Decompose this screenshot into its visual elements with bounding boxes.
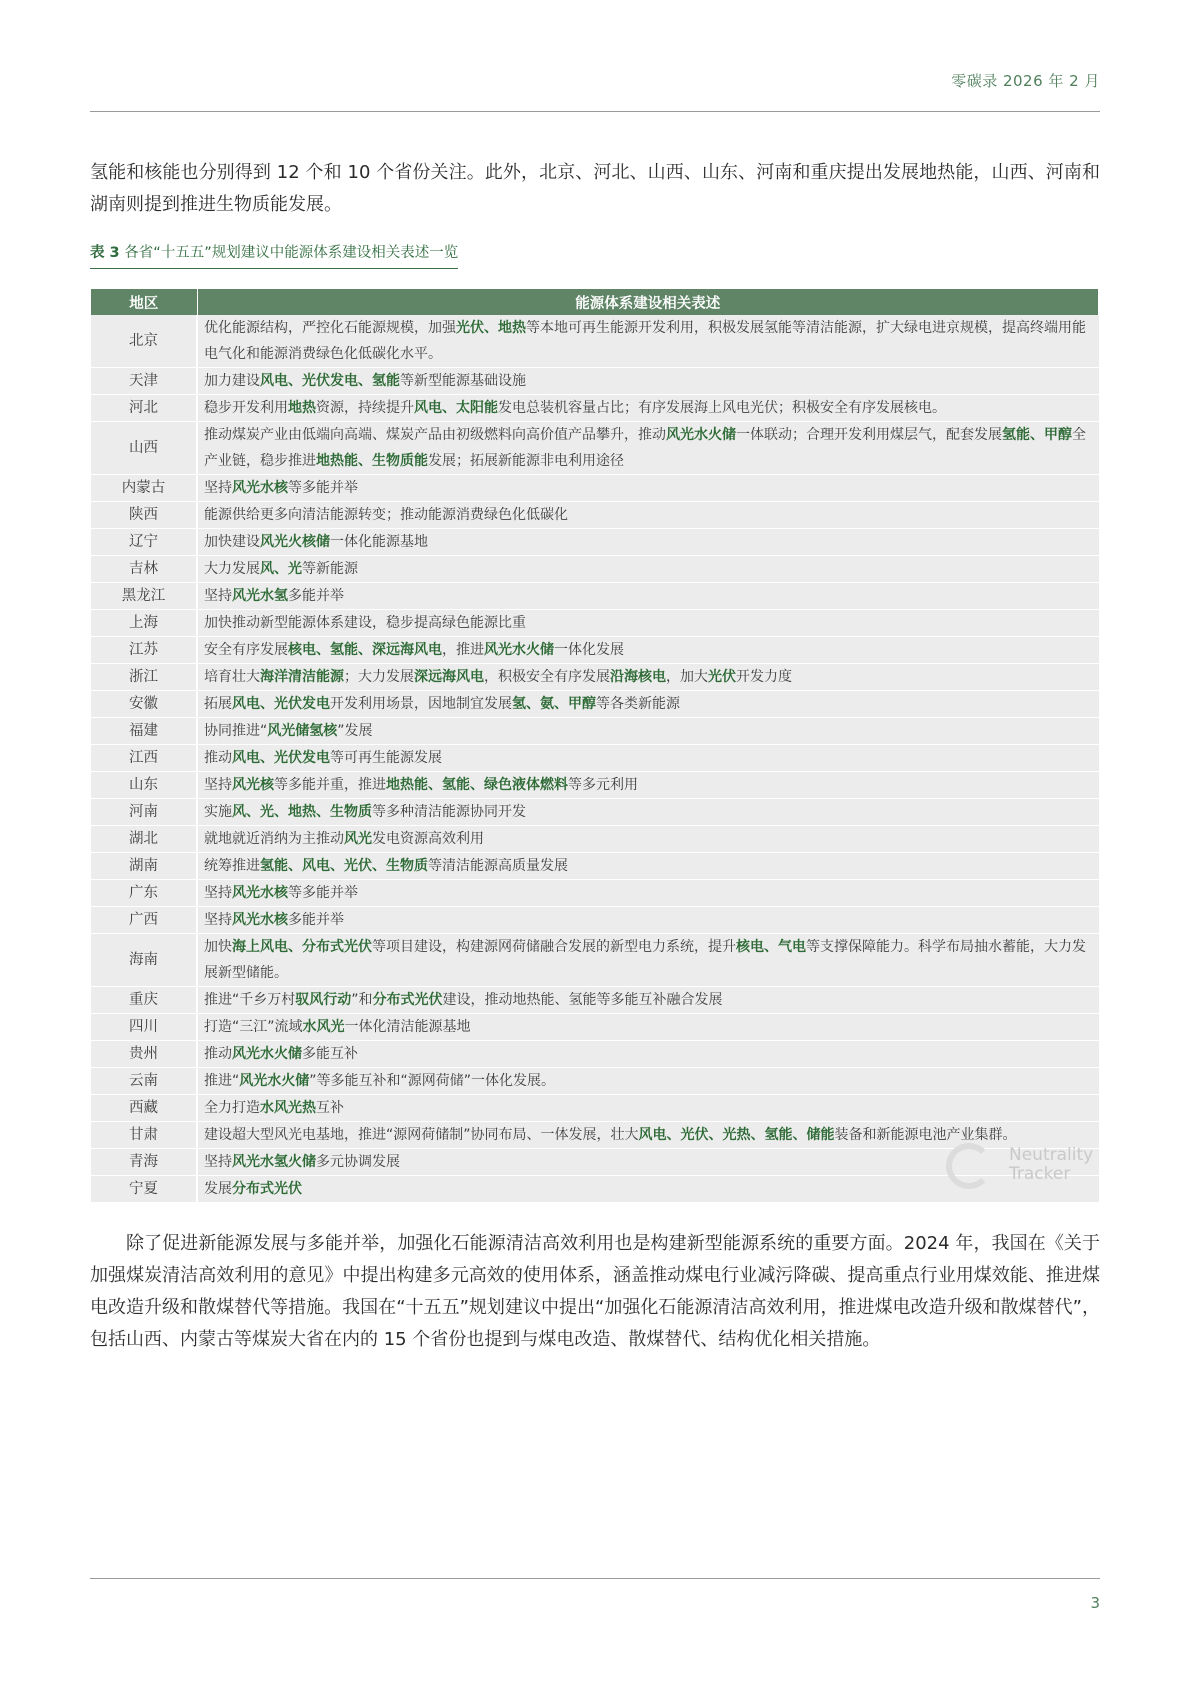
table-row xyxy=(91,826,1099,853)
region-cell: 湖南 xyxy=(91,853,197,880)
region-cell: 云南 xyxy=(91,1068,197,1095)
table-row xyxy=(91,502,1099,529)
description-text: 等本地可再生能源开发利用，积极发展氢能等清洁能源，扩大绿电进京规模，提高终端用能电气化和能源消费绿色化低碳化水平。 xyxy=(204,320,1086,362)
description-text: 全产业链，稳步推进 xyxy=(204,427,1086,469)
description-text: 全力打造 xyxy=(204,1100,260,1116)
description-cell xyxy=(197,422,1099,475)
description-text: 加快推动新型能源体系建设，稳步提高绿色能源比重 xyxy=(204,615,526,631)
highlight-term: 水风光 xyxy=(302,1019,345,1035)
table-row xyxy=(91,395,1099,422)
description-cell xyxy=(197,502,1099,529)
region-cell: 内蒙古 xyxy=(91,475,197,502)
description-text: 一体化清洁能源基地 xyxy=(344,1019,471,1035)
highlight-term: 氢能、甲醇 xyxy=(1002,427,1072,443)
highlight-term: 地热能、氢能、绿色液体燃料 xyxy=(386,777,568,793)
description-cell xyxy=(197,1014,1099,1041)
region-cell: 四川 xyxy=(91,1014,197,1041)
table-row xyxy=(91,315,1099,368)
description-text: 协同推进“ xyxy=(204,723,268,739)
description-text: 等新型能源基础设施 xyxy=(400,373,526,389)
table-row xyxy=(91,1041,1099,1068)
description-cell xyxy=(197,907,1099,934)
region-cell: 北京 xyxy=(91,315,197,368)
body-paragraph: 除了促进新能源发展与多能并举，加强化石能源清洁高效利用也是构建新型能源系统的重要方面。2024 年，我国在《关于加强煤炭清洁高效利用的意见》中提出构建多元高效的使用体系，涵盖推动煤电行业减污降碳、提高重点行业用煤效能、推进煤电改造升级和散煤替代等措施。我国在“十五五”规划建议中提出“加强化石能源清洁高效利用，推进煤电改造升级和散煤替代”，包括山西、内蒙古等煤炭大省在内的 15 个省份也提到与煤电改造、散煤替代、结构优化相关措施。 xyxy=(90,1233,1100,1350)
highlight-term: 风光水核 xyxy=(232,912,288,928)
description-text: 等多能并重，推进 xyxy=(274,777,386,793)
table-row xyxy=(91,799,1099,826)
description-text: 坚持 xyxy=(204,777,232,793)
highlight-term: 风光水火储 xyxy=(666,427,736,443)
region-cell: 西藏 xyxy=(91,1095,197,1122)
highlight-term: 驭风行动 xyxy=(295,992,352,1008)
description-text: 多元协调发展 xyxy=(316,1154,400,1170)
highlight-term: 风光核 xyxy=(232,777,274,793)
highlight-term: 海上风电、分布式光伏 xyxy=(232,939,372,955)
highlight-term: 风光水火储 xyxy=(232,1046,302,1062)
description-cell xyxy=(197,880,1099,907)
description-text: 一体化发展 xyxy=(554,642,624,658)
description-cell xyxy=(197,718,1099,745)
highlight-term: 风、光 xyxy=(260,561,302,577)
description-text: 加力建设 xyxy=(204,373,260,389)
description-cell xyxy=(197,987,1099,1014)
region-cell: 天津 xyxy=(91,368,197,395)
description-text: 建设超大型风光电基地，推进“源网荷储制”协同布局、一体发展，壮大 xyxy=(204,1127,639,1143)
highlight-term: 分布式光伏 xyxy=(232,1181,302,1197)
table-row xyxy=(91,745,1099,772)
table-row xyxy=(91,1068,1099,1095)
highlight-term: 风光储氢核 xyxy=(267,723,338,739)
description-text: 坚持 xyxy=(204,588,232,604)
table-row xyxy=(91,422,1099,475)
highlight-term: 光伏 xyxy=(708,669,736,685)
highlight-term: 风电、光伏发电 xyxy=(232,750,330,766)
highlight-term: 水风光热 xyxy=(260,1100,316,1116)
highlight-term: 风光水氢火储 xyxy=(232,1154,316,1170)
table-body xyxy=(91,315,1099,1203)
region-cell: 广西 xyxy=(91,907,197,934)
table-caption-label: 表 3 xyxy=(90,245,120,261)
description-text: 坚持 xyxy=(204,1154,232,1170)
description-text: ，加大 xyxy=(666,669,708,685)
description-cell xyxy=(197,799,1099,826)
region-cell: 甘肃 xyxy=(91,1122,197,1149)
highlight-term: 核电、气电 xyxy=(736,939,806,955)
table-row xyxy=(91,772,1099,799)
region-cell: 河北 xyxy=(91,395,197,422)
description-text: ”发展 xyxy=(337,723,373,739)
description-text: ，推进 xyxy=(442,642,484,658)
region-cell: 山东 xyxy=(91,772,197,799)
table-row xyxy=(91,1014,1099,1041)
description-text: ”和 xyxy=(351,992,373,1008)
description-cell xyxy=(197,664,1099,691)
watermark-line2: Tracker xyxy=(1009,1164,1071,1184)
description-text: 多能互补 xyxy=(302,1046,358,1062)
table-row xyxy=(91,934,1099,987)
description-cell xyxy=(197,1068,1099,1095)
header-divider xyxy=(90,111,1100,112)
description-text: 一体联动；合理开发利用煤层气，配套发展 xyxy=(736,427,1002,443)
highlight-term: 风光水火储 xyxy=(484,642,554,658)
description-cell xyxy=(197,691,1099,718)
footer-divider xyxy=(90,1578,1100,1579)
description-text: 等多元利用 xyxy=(568,777,638,793)
description-text: 等多能并举 xyxy=(288,480,358,496)
table-row xyxy=(91,610,1099,637)
description-text: 坚持 xyxy=(204,480,232,496)
description-text: 等清洁能源高质量发展 xyxy=(428,858,568,874)
table-row xyxy=(91,907,1099,934)
highlight-term: 风电、光伏发电 xyxy=(232,696,330,712)
region-cell: 贵州 xyxy=(91,1041,197,1068)
description-cell xyxy=(197,934,1099,987)
description-text: 大力发展 xyxy=(204,561,260,577)
watermark-line1: Neutrality xyxy=(1009,1145,1094,1165)
description-text: ；大力发展 xyxy=(344,669,414,685)
table-row xyxy=(91,718,1099,745)
description-cell xyxy=(197,610,1099,637)
description-text: 优化能源结构，严控化石能源规模，加强 xyxy=(204,320,456,336)
table-row xyxy=(91,853,1099,880)
region-cell: 江西 xyxy=(91,745,197,772)
region-cell: 上海 xyxy=(91,610,197,637)
region-cell: 青海 xyxy=(91,1149,197,1176)
highlight-term: 风、光、地热、生物质 xyxy=(232,804,372,820)
highlight-term: 分布式光伏 xyxy=(372,992,443,1008)
region-cell: 宁夏 xyxy=(91,1176,197,1203)
description-text: ，积极安全有序发展 xyxy=(484,669,610,685)
header-region: 地区 xyxy=(91,289,197,315)
description-text: 推动 xyxy=(204,1046,232,1062)
description-text: 推进“千乡万村 xyxy=(204,992,296,1008)
description-text: 推动 xyxy=(204,750,232,766)
description-text: 一体化能源基地 xyxy=(330,534,428,550)
description-cell xyxy=(197,583,1099,610)
description-text: 发电资源高效利用 xyxy=(372,831,484,847)
description-cell xyxy=(197,529,1099,556)
region-cell: 黑龙江 xyxy=(91,583,197,610)
description-text: 发展；拓展新能源非电利用途径 xyxy=(428,453,624,469)
description-text: 多能并举 xyxy=(288,912,344,928)
description-text: 多能并举 xyxy=(288,588,344,604)
description-text: 开发利用场景，因地制宜发展 xyxy=(330,696,512,712)
description-cell xyxy=(197,745,1099,772)
description-cell xyxy=(197,826,1099,853)
watermark-text xyxy=(1009,1146,1093,1184)
region-cell: 广东 xyxy=(91,880,197,907)
header-description: 能源体系建设相关表述 xyxy=(197,289,1099,315)
highlight-term: 风电、光伏、光热、氢能、储能 xyxy=(638,1127,835,1143)
description-text: 推动煤炭产业由低端向高端、煤炭产品由初级燃料向高价值产品攀升，推动 xyxy=(204,427,666,443)
table-row xyxy=(91,475,1099,502)
description-cell xyxy=(197,1095,1099,1122)
description-text: 装备和新能源电池产业集群。 xyxy=(834,1127,1017,1143)
description-text: 坚持 xyxy=(204,885,232,901)
description-text: 互补 xyxy=(316,1100,344,1116)
table-row xyxy=(91,529,1099,556)
highlight-term: 风光水核 xyxy=(232,480,288,496)
highlight-term: 风光水氢 xyxy=(232,588,288,604)
region-cell: 安徽 xyxy=(91,691,197,718)
description-cell xyxy=(197,1041,1099,1068)
description-text: 发展 xyxy=(204,1181,232,1197)
description-text: 开发力度 xyxy=(736,669,792,685)
description-text: 打造“三江”流域 xyxy=(204,1019,303,1035)
table-row xyxy=(91,987,1099,1014)
highlight-term: 核电、氢能、深远海风电 xyxy=(288,642,442,658)
description-cell xyxy=(197,368,1099,395)
description-text: 等多种清洁能源协同开发 xyxy=(372,804,526,820)
highlight-term: 氢能、风电、光伏、生物质 xyxy=(260,858,428,874)
highlight-term: 风光 xyxy=(344,831,372,847)
table-row xyxy=(91,368,1099,395)
description-text: 发电总装机容量占比；有序发展海上风电光伏；积极安全有序发展核电。 xyxy=(498,400,946,416)
description-text: 坚持 xyxy=(204,912,232,928)
description-text: 拓展 xyxy=(204,696,232,712)
highlight-term: 地热能、生物质能 xyxy=(316,453,428,469)
table-row xyxy=(91,880,1099,907)
highlight-term: 光伏、地热 xyxy=(456,320,526,336)
region-cell: 江苏 xyxy=(91,637,197,664)
description-cell xyxy=(197,637,1099,664)
description-text: 就地就近消纳为主推动 xyxy=(204,831,344,847)
table-caption xyxy=(90,241,458,269)
table-caption-title: 各省“十五五”规划建议中能源体系建设相关表述一览 xyxy=(124,245,459,261)
highlight-term: 海洋清洁能源 xyxy=(260,669,344,685)
table-row xyxy=(91,583,1099,610)
description-text: 实施 xyxy=(204,804,232,820)
description-text: 培育壮大 xyxy=(204,669,260,685)
description-text: 推进“ xyxy=(204,1073,240,1089)
highlight-term: 风光水火储 xyxy=(239,1073,310,1089)
description-text: 加快 xyxy=(204,939,232,955)
region-cell: 重庆 xyxy=(91,987,197,1014)
description-text: 安全有序发展 xyxy=(204,642,288,658)
table-row xyxy=(91,691,1099,718)
table-row xyxy=(91,556,1099,583)
header-brand: 零碳录 2026 年 2 月 xyxy=(951,72,1100,90)
description-cell xyxy=(197,395,1099,422)
highlight-term: 风光水核 xyxy=(232,885,288,901)
table-row xyxy=(91,1095,1099,1122)
description-cell xyxy=(197,853,1099,880)
description-text: 等各类新能源 xyxy=(596,696,680,712)
region-cell: 山西 xyxy=(91,422,197,475)
region-cell: 湖北 xyxy=(91,826,197,853)
description-text: 等可再生能源发展 xyxy=(330,750,442,766)
description-cell xyxy=(197,772,1099,799)
highlight-term: 氢、氨、甲醇 xyxy=(512,696,596,712)
highlight-term: 地热 xyxy=(288,400,316,416)
description-text: 加快建设 xyxy=(204,534,260,550)
table-row xyxy=(91,664,1099,691)
description-text: 等项目建设，构建源网荷储融合发展的新型电力系统，提升 xyxy=(372,939,736,955)
intro-paragraph: 氢能和核能也分别得到 12 个和 10 个省份关注。此外，北京、河北、山西、山东、河南和重庆提出发展地热能，山西、河南和湖南则提到推进生物质能发展。 xyxy=(90,162,1100,215)
description-cell xyxy=(197,475,1099,502)
watermark-logo-icon xyxy=(946,1143,992,1189)
description-text: 资源，持续提升 xyxy=(316,400,414,416)
highlight-term: 沿海核电 xyxy=(610,669,666,685)
highlight-term: 深远海风电 xyxy=(414,669,484,685)
description-text: 等支撑保障能力。科学布局抽水蓄能，大力发展新型储能。 xyxy=(204,939,1086,981)
description-text: 等多能并举 xyxy=(288,885,358,901)
highlight-term: 风电、光伏发电、氢能 xyxy=(260,373,400,389)
description-text: 能源供给更多向清洁能源转变；推动能源消费绿色化低碳化 xyxy=(204,507,568,523)
region-cell: 福建 xyxy=(91,718,197,745)
description-cell xyxy=(197,556,1099,583)
description-cell xyxy=(197,315,1099,368)
highlight-term: 风光火核储 xyxy=(260,534,330,550)
table-row xyxy=(91,637,1099,664)
region-cell: 辽宁 xyxy=(91,529,197,556)
description-text: 等新能源 xyxy=(302,561,358,577)
page-number: 3 xyxy=(1090,1594,1100,1612)
table-header-row xyxy=(91,289,1099,315)
region-cell: 河南 xyxy=(91,799,197,826)
region-cell: 海南 xyxy=(91,934,197,987)
description-text: 稳步开发利用 xyxy=(204,400,288,416)
region-cell: 浙江 xyxy=(91,664,197,691)
description-text: 建设，推动地热能、氢能等多能互补融合发展 xyxy=(442,992,723,1008)
highlight-term: 风电、太阳能 xyxy=(414,400,498,416)
watermark xyxy=(946,1135,1096,1195)
description-text: 统筹推进 xyxy=(204,858,260,874)
energy-table xyxy=(91,289,1099,1203)
region-cell: 陕西 xyxy=(91,502,197,529)
description-text: ”等多能互补和“源网荷储”一体化发展。 xyxy=(309,1073,556,1089)
region-cell: 吉林 xyxy=(91,556,197,583)
